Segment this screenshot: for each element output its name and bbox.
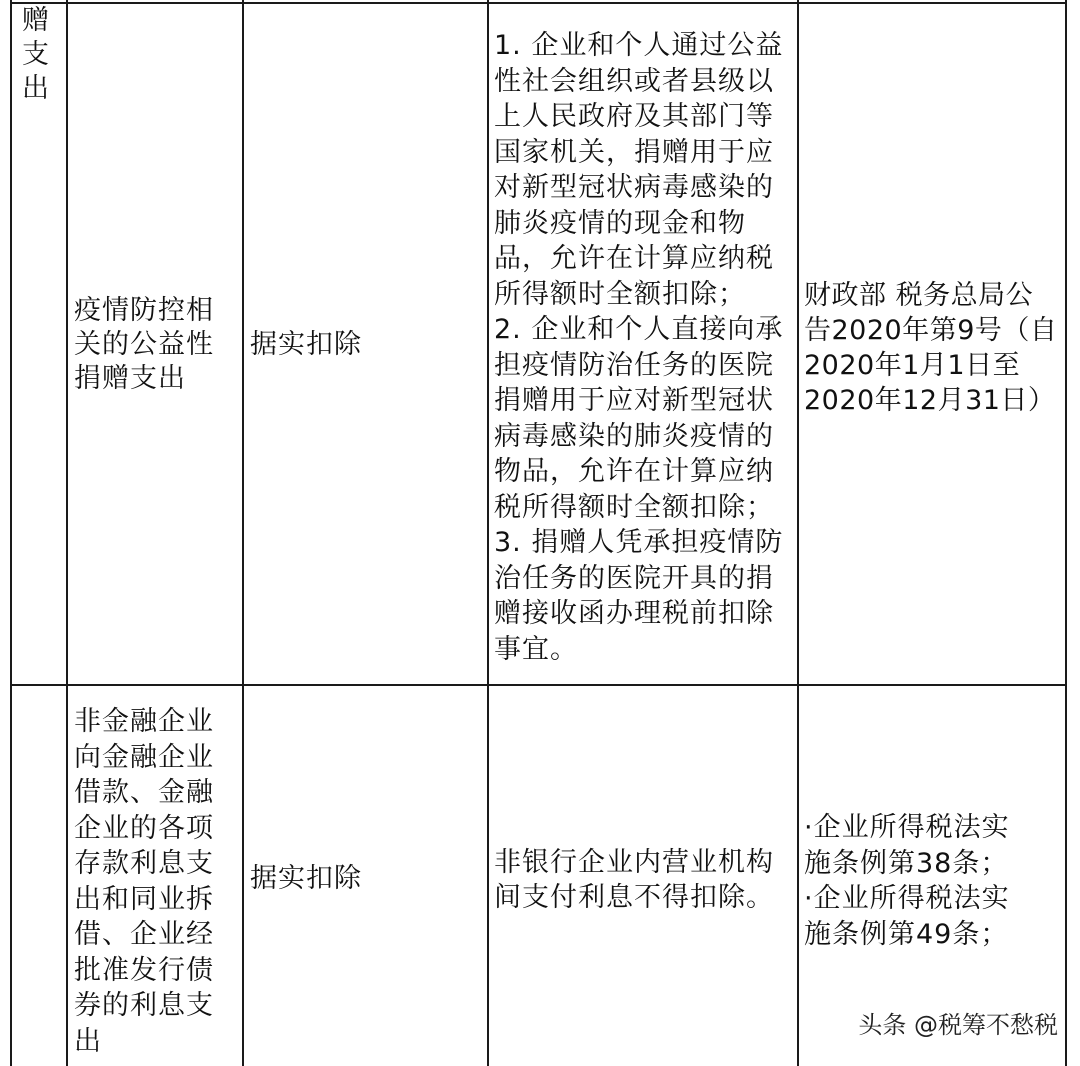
grid-line [10,684,1067,686]
grid-line [10,2,1067,4]
grid-line [1065,0,1067,1066]
item-cell: 非金融企业 向金融企业 借款、金融 企业的各项 存款利息支 出和同业拆 借、企业经 批准发行债 券的利息支 出 [74,706,214,1057]
details-cell: 1. 企业和个人通过公益 性社会组织或者县级以 上人民政府及其部门等 国家机关，捐赠用于应 对新型冠状病毒感染的 肺炎疫情的现金和物 品，允许在计算应纳税 所得额时全额扣除； 2. 企业和个人直接向承 担疫情防治任务的医院 捐赠用于应对新型冠状 病毒感染的肺炎疫情的 物品，允许在计算应纳 税所得额时全额扣除； 3. 捐赠人凭承担疫情防 治任务的医院开具的捐 赠接收函办理税前扣除 事宜。 [494,30,784,665]
details-cell: 非银行企业内营业机构 间支付利息不得扣除。 [494,847,774,913]
watermark: 头条 @税筹不愁税 [858,1011,1058,1039]
grid-line [10,0,12,1066]
grid-line [797,0,799,1066]
grid-line [487,0,489,1066]
item-cell: 疫情防控相 关的公益性 捐赠支出 [74,295,214,394]
method-cell: 据实扣除 [250,863,362,894]
method-cell: 据实扣除 [250,329,362,360]
grid-line [242,0,244,1066]
category-cell: 赠 支 出 [22,5,49,104]
grid-line [66,0,68,1066]
basis-cell: 财政部 税务总局公 告2020年第9号（自 2020年1月1日至 2020年12月31日） [804,280,1058,416]
basis-cell: ·企业所得税法实 施条例第38条； ·企业所得税法实 施条例第49条； [804,812,1010,950]
